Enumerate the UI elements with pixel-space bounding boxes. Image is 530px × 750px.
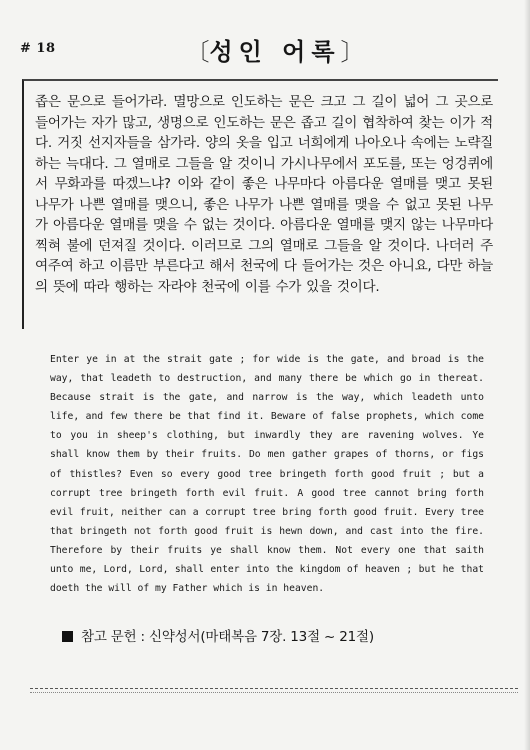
bottom-divider-dotted [30,692,518,693]
page-number: # 18 [20,41,56,56]
english-passage: Enter ye in at the strait gate ; for wide is the gate, and broad is the way, that leadeth to destruction, and many there be which go in thereat. Because strait is the gate, and narrow is the way, which leadeth unto life, and few there be that find it. Beware of false prophets, which come to you in sheep's clothing, but inwardly they are ravening wolves. Ye shall know them by their fruits. Do men gather grapes of thorns, or figs of thistles? Even so every good tree bringeth forth good fruit ; but a corrupt tree bringeth forth evil fruit. A good tree cannot bring forth evil fruit, neither can a corrupt tree bring forth good fruit. Every tree that bringeth not forth good fruit is hewn down, and cast into the fire. Therefore by their fruits ye shall know them. Not every one that saith unto me, Lord, Lord, shall enter into the kingdom of heaven ; but he that doeth the will of my Father which is in heaven. [50,354,484,595]
heading-close-bracket: 〕 [340,38,365,66]
heading-open-bracket: 〔 [185,38,210,66]
black-square-icon [62,631,73,642]
heading-title: 성인 어록 [209,38,341,66]
page-edge-shadow [524,0,530,750]
page-heading [175,32,375,67]
korean-passage: 좁은 문으로 들어가라. 멸망으로 인도하는 문은 크고 그 길이 넓어 그 곳으로 들어가는 자가 많고, 생명으로 인도하는 문은 좁고 길이 협착하여 찾는 이가 적다. 거짓 선지자들을 삼가라. 양의 옷을 입고 너희에게 나아오나 속에는 노략질하는 늑대다. 그 열매로 그들을 알 것이니 가시나무에서 포도를, 또는 엉겅퀴에서 무화과를 따겠느냐? 이와 같이 좋은 나무마다 아름다운 열매를 맺고 못된 나무가 나쁜 열매를 맺으니, 좋은 나무가 나쁜 열매를 맺을 수 없고 못된 나무가 아름다운 열매를 맺을 수 없는 것이다. 아름다운 열매를 맺지 않는 나무마다 찍혀 불에 던져질 것이다. 이러므로 그의 열매로 그들을 알 것이다. 나더러 주여주여 하고 이름만 부른다고 해서 천국에 다 들어가는 것은 아니요, 다만 하늘의 뜻에 따라 행하는 자라야 천국에 이를 수가 있을 것이다. [35,94,493,295]
reference-line [62,625,374,645]
reference-text: 참고 문헌 : 신약성서(마태복음 7장. 13절 ~ 21절) [81,629,374,645]
bottom-divider [30,688,518,689]
